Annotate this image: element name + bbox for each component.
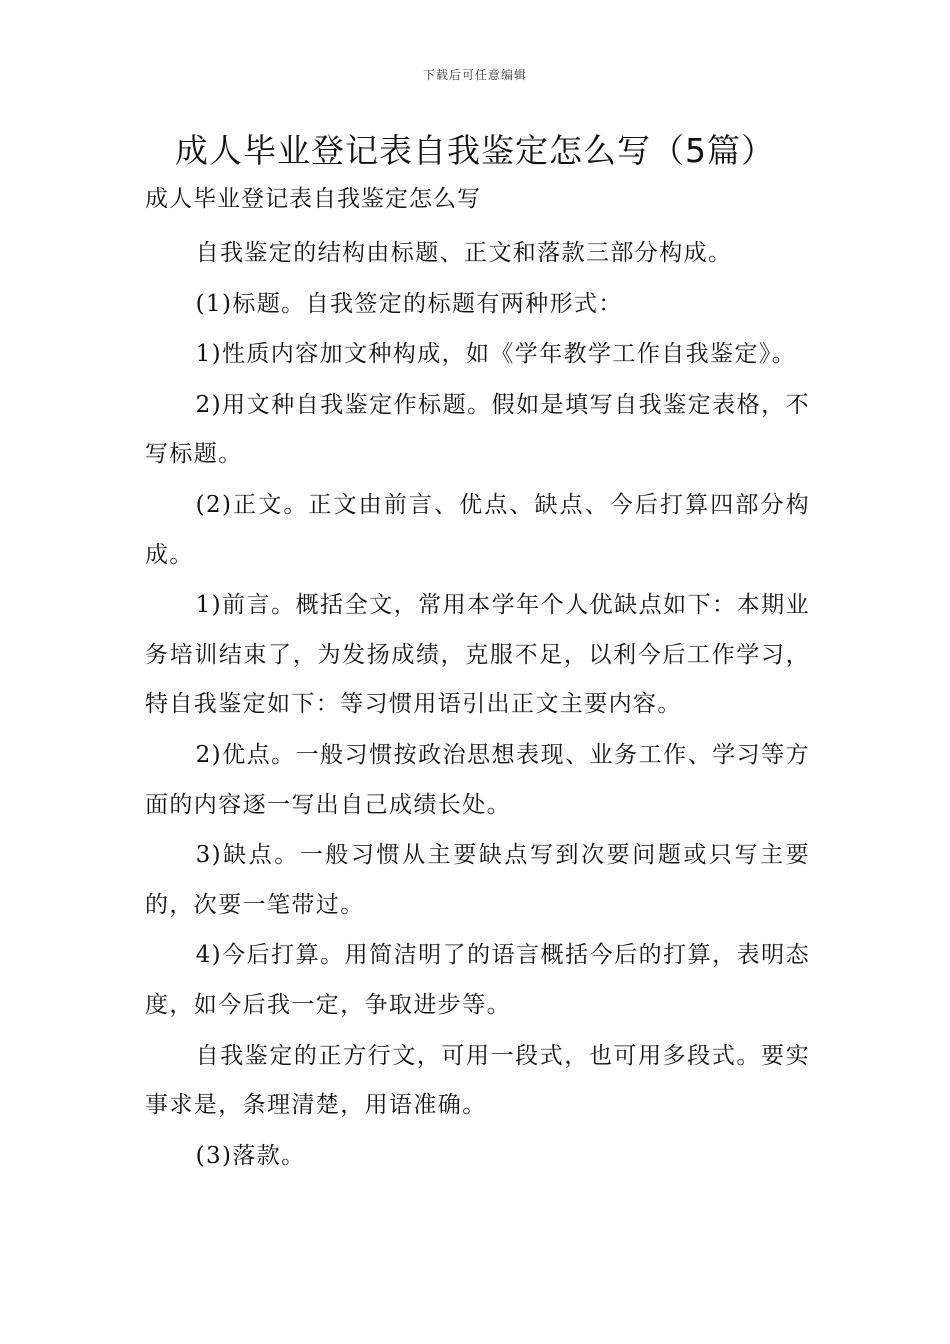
document-subtitle: 成人毕业登记表自我鉴定怎么写: [145, 186, 481, 212]
paragraph: 1)性质内容加文种构成，如《学年教学工作自我鉴定》。: [195, 341, 797, 368]
paragraph: 3)缺点。一般习惯从主要缺点写到次要问题或只写主要的，次要一笔带过。: [145, 842, 810, 918]
document-title: 成人毕业登记表自我鉴定怎么写（5篇）: [175, 131, 775, 170]
paragraph: 2)优点。一般习惯按政治思想表现、业务工作、学习等方面的内容逐一写出自己成绩长处。: [145, 741, 810, 818]
paragraph: 2)用文种自我鉴定作标题。假如是填写自我鉴定表格，不写标题。: [145, 391, 810, 468]
document-body: [145, 229, 810, 1182]
paragraph: (1)标题。自我签定的标题有两种形式：: [195, 290, 623, 317]
paragraph: 自我鉴定的结构由标题、正文和落款三部分构成。: [195, 240, 733, 266]
header-note: 下载后可任意编辑: [422, 68, 527, 82]
paragraph: 自我鉴定的正方行文，可用一段式，也可用多段式。要实事求是，条理清楚，用语准确。: [145, 1042, 810, 1119]
paragraph: 4)今后打算。用简洁明了的语言概括今后的打算，表明态度，如今后我一定，争取进步等。: [145, 942, 810, 1018]
paragraph: 1)前言。概括全文，常用本学年个人优缺点如下：本期业务培训结束了，为发扬成绩，克服不足，以利今后工作学习，特自我鉴定如下：等习惯用语引出正文主要内容。: [145, 592, 810, 718]
paragraph: (3)落款。: [195, 1142, 306, 1169]
paragraph: (2)正文。正文由前言、优点、缺点、今后打算四部分构成。: [145, 491, 810, 568]
